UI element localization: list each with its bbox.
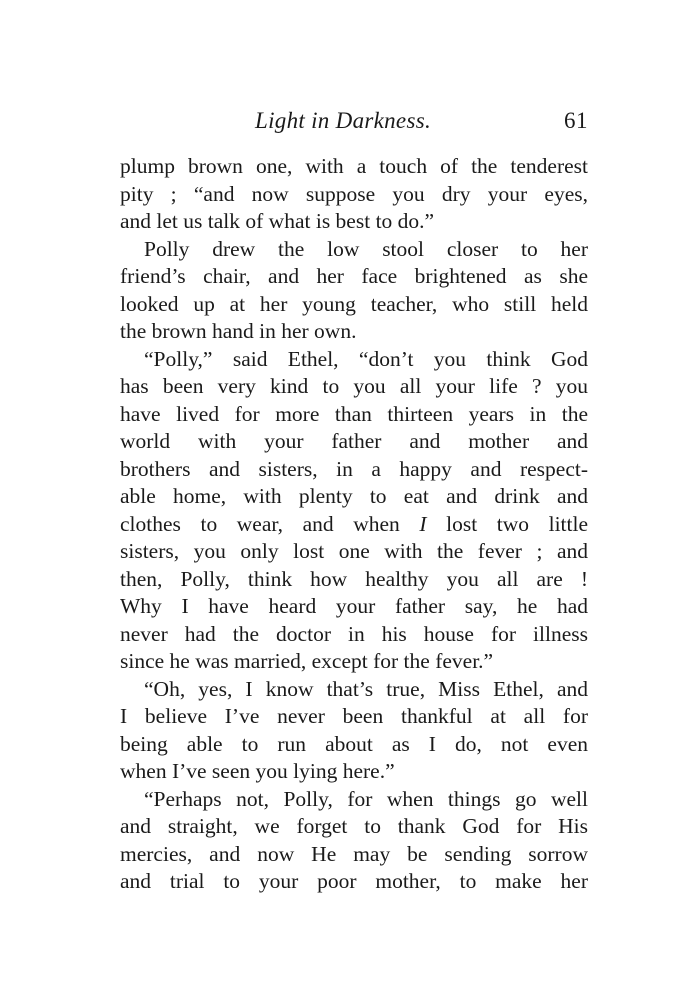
paragraph-first-line: “Oh, yes, I know that’s true, Miss Ethel, and [144, 676, 588, 701]
text-line: pity ; “and now suppose you dry your eyes, [120, 181, 588, 206]
paragraph-first-line: Polly drew the low stool closer to her [144, 236, 588, 261]
emphasized-word: I [419, 511, 427, 536]
text-line: has been very kind to you all your life ? you [120, 374, 588, 398]
text-line: brothers and sisters, in a happy and respect- [120, 456, 588, 481]
text-line: I believe I’ve never been thankful at all for [120, 704, 588, 728]
text-line: Why I have heard your father say, he had [120, 594, 588, 618]
text-line: and let us talk of what is best to do.” [120, 209, 435, 233]
text-segment: clothes to wear, and when [120, 511, 400, 536]
paragraph-first-line: “Polly,” said Ethel, “don’t you think God [144, 346, 588, 371]
running-head [120, 108, 588, 140]
text-line: when I’ve seen you lying here.” [120, 759, 395, 783]
text-line: have lived for more than thirteen years in the [120, 401, 588, 426]
text-line: world with your father and mother and [120, 429, 588, 453]
text-line: and straight, we forget to thank God for His [120, 814, 588, 838]
text-line: able home, with plenty to eat and drink and [120, 484, 588, 508]
text-line: the brown hand in her own. [120, 319, 357, 343]
text-segment: lost two little [446, 511, 588, 536]
text-line: then, Polly, think how healthy you all are ! [120, 566, 588, 591]
text-line: plump brown one, with a touch of the tenderest [120, 154, 588, 178]
text-line-with-emphasis [120, 511, 588, 539]
text-line: friend’s chair, and her face brightened as she [120, 264, 588, 288]
text-line: being able to run about as I do, not even [120, 731, 588, 756]
text-line: never had the doctor in his house for illness [120, 621, 588, 646]
text-line: sisters, you only lost one with the fever ; and [120, 539, 588, 563]
text-line: mercies, and now He may be sending sorrow [120, 841, 588, 866]
page-number: 61 [564, 108, 588, 133]
text-line: and trial to your poor mother, to make her [120, 869, 588, 893]
body-text [120, 153, 588, 896]
running-title: Light in Darkness. [255, 108, 431, 133]
text-line: since he was married, except for the fever.” [120, 649, 494, 673]
text-line: looked up at her young teacher, who still held [120, 291, 588, 316]
paragraph-first-line: “Perhaps not, Polly, for when things go well [144, 786, 588, 811]
